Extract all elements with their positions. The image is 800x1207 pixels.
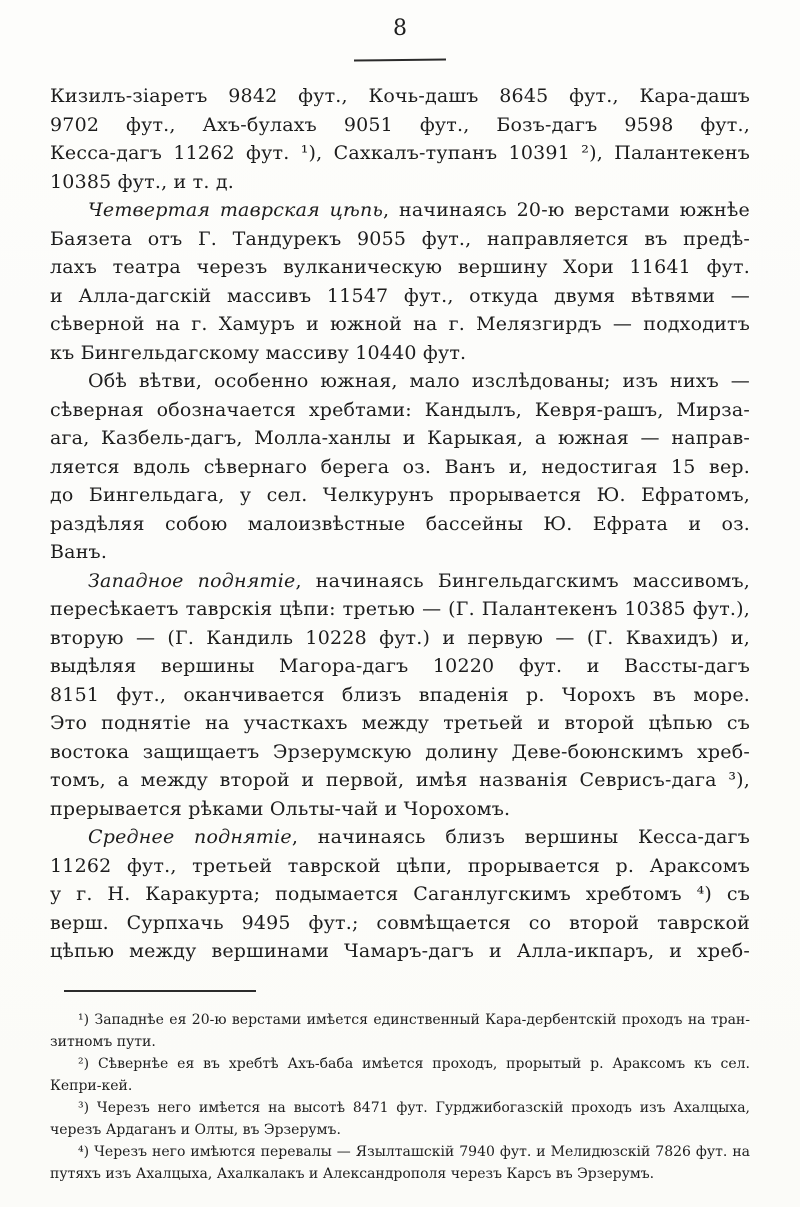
line-text: , начинаясь Бингельдагскимъ массивомъ,	[295, 569, 751, 592]
footnote-marker: ¹)	[78, 1011, 90, 1028]
footnote	[50, 1097, 750, 1141]
footnote	[50, 1009, 750, 1053]
footnote-line	[50, 1141, 750, 1163]
text-line	[50, 196, 750, 225]
page-header	[50, 0, 750, 61]
text-line: лахъ театра черезъ вулканическую вершину Хори 11641 фут.	[50, 256, 750, 278]
text-line: пересѣкаетъ таврскія цѣпи: третью — (Г. Палантекенъ 10385 фут.),	[50, 598, 750, 620]
text-line: Ванъ.	[50, 541, 108, 563]
footnote	[50, 1053, 750, 1097]
footnote-line	[50, 1097, 750, 1119]
footnote-line: зитномъ пути.	[50, 1033, 156, 1050]
footnote-text: Черезъ него имѣются перевалы — Язылташскій 7940 фут. и Мелидюзскій 7826 фут. на	[94, 1143, 750, 1160]
paragraph-lead-italic: Среднее поднятіе	[88, 826, 292, 848]
paragraph	[50, 82, 750, 196]
paragraph	[50, 567, 750, 824]
text-line: ляется вдоль сѣвернаго берега оз. Ванъ и, недостигая 15 вер.	[50, 455, 750, 478]
text-line: Обѣ вѣтви, особенно южная, мало изслѣдованы; изъ нихъ —	[88, 370, 750, 392]
text-line: сѣверной на г. Хамуръ и южной на г. Мелязгирдъ — подходитъ	[50, 313, 750, 335]
text-line: и Алла-дагскій массивъ 11547 фут., откуда двумя вѣтвями —	[50, 284, 750, 307]
text-line: Кесса-дагъ 11262 фут. ¹), Сахкалъ-тупанъ 10391 ²), Палантекенъ	[50, 142, 750, 164]
text-line: 8151 фут., оканчивается близъ впаденія р. Чорохъ въ море.	[50, 683, 750, 706]
footnote-text: Западнѣе ея 20-ю верстами имѣется единственный Кара-дербентскій проходъ на тран-	[94, 1011, 750, 1028]
text-line: ага, Казбель-дагъ, Молла-ханлы и Карыкая, а южная — направ-	[50, 427, 750, 449]
text-line: выдѣляя вершины Магора-дагъ 10220 фут. и Вассты-дагъ	[50, 655, 750, 677]
text-line: вторую — (Г. Кандиль 10228 фут.) и первую — (Г. Квахидъ) и,	[50, 626, 750, 649]
paragraph-lead-italic: Четвертая таврская цѣпь	[88, 199, 384, 221]
text-line: Это поднятіе на участкахъ между третьей и второй цѣпью съ	[50, 712, 750, 734]
footnote-text: Черезъ него имѣется на высотѣ 8471 фут. Гурджибогазскій проходъ изъ Ахалцыха,	[96, 1099, 750, 1116]
footnote-line: Кепри-кей.	[50, 1077, 133, 1094]
footnote-line: черезъ Ардаганъ и Олты, въ Эрзерумъ.	[50, 1121, 341, 1138]
text-line: къ Бингельдагскому массиву 10440 фут.	[50, 341, 467, 364]
page-number-rule	[354, 58, 446, 61]
text-line: сѣверная обозначается хребтами: Кандылъ, Кевря-рашъ, Мирза-	[50, 398, 750, 421]
footnote-marker: ³)	[78, 1099, 90, 1116]
text-line	[50, 823, 750, 852]
line-text: , начинаясь 20-ю верстами южнѣе	[383, 199, 750, 221]
paragraph	[50, 196, 750, 367]
paragraph	[50, 367, 750, 567]
text-line: востока защищаетъ Эрзерумскую долину Деве-боюнскимъ хреб-	[50, 740, 750, 763]
page-number: 8	[393, 16, 407, 41]
line-text: , начинаясь близъ вершины Кесса-дагъ	[291, 826, 750, 848]
text-line: прерывается рѣками Ольты-чай и Чорохомъ.	[50, 797, 511, 820]
text-line: Баязета отъ Г. Тандурекъ 9055 фут., направляется въ предѣ-	[50, 227, 750, 250]
text-line: томъ, а между второй и первой, имѣя названія Севрисъ-дага ³),	[50, 769, 750, 791]
footnote-line: путяхъ изъ Ахалцыха, Ахалкалакъ и Александрополя черезъ Карсъ въ Эрзерумъ.	[50, 1165, 655, 1182]
body-text	[50, 82, 750, 966]
text-line: раздѣляя собою малоизвѣстные бассейны Ю. Ефрата и оз.	[50, 512, 750, 535]
text-line: цѣпью между вершинами Чамаръ-дагъ и Алла-икпаръ, и хреб-	[50, 940, 750, 962]
text-line: 9702 фут., Ахъ-булахъ 9051 фут., Бозъ-дагъ 9598 фут.,	[50, 113, 750, 136]
footnotes	[50, 1009, 750, 1185]
footnote-text: Сѣвернѣе ея въ хребтѣ Ахъ-баба имѣется проходъ, прорытый р. Араксомъ къ сел.	[97, 1055, 750, 1072]
text-line	[50, 567, 750, 596]
text-line: Кизилъ-зіаретъ 9842 фут., Кочь-дашъ 8645 фут., Кара-дашъ	[50, 85, 750, 107]
text-line: 11262 фут., третьей таврской цѣпи, прорывается р. Араксомъ	[50, 854, 750, 877]
footnote	[50, 1141, 750, 1185]
footnote-line	[50, 1053, 750, 1075]
footnote-separator	[64, 990, 256, 992]
paragraph-lead-italic: Западное поднятіе	[88, 569, 296, 592]
footnote-marker: ²)	[78, 1055, 90, 1072]
footnote-line	[50, 1009, 750, 1031]
footnote-marker: ⁴)	[78, 1143, 90, 1160]
text-line: у г. Н. Каракурта; подымается Саганлугскимъ хребтомъ ⁴) съ	[50, 883, 750, 905]
text-line: 10385 фут., и т. д.	[50, 170, 234, 193]
paragraph	[50, 823, 750, 966]
text-line: до Бингельдага, у сел. Челкурунъ прорывается Ю. Ефратомъ,	[50, 484, 750, 506]
text-line: верш. Сурпхачь 9495 фут.; совмѣщается со второй таврской	[50, 911, 750, 934]
